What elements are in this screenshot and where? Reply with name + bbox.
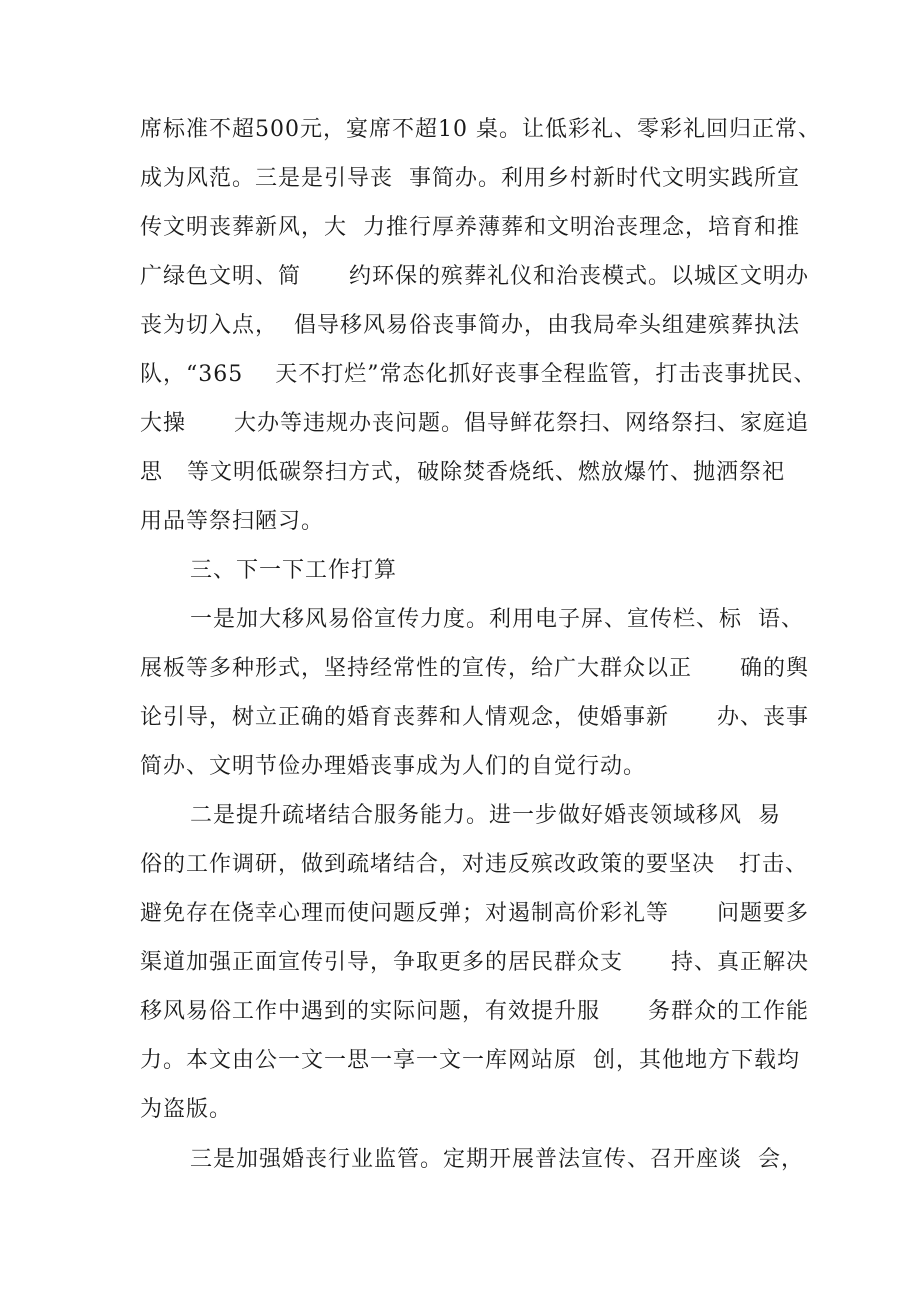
text-line: 移风易俗工作中遇到的实际问题，有效提升服 务群众的工作能 xyxy=(140,999,809,1024)
text-line: 三是加强婚丧行业监管。定期开展普法宣传、召开座谈 会， xyxy=(190,1147,804,1172)
text-line: 为盗版。 xyxy=(140,1097,233,1122)
text-line: 丧为切入点， 倡导移风易俗丧事简办，由我局牵头组建殡葬执法 xyxy=(140,313,800,338)
text-line: 论引导，树立正确的婚育丧葬和人情观念，使婚事新 办、丧事 xyxy=(140,705,809,730)
text-line: 避免存在侥幸心理而使问题反弹；对遏制高价彩礼等 问题要多 xyxy=(140,901,809,926)
text-line: 俗的工作调研，做到疏堵结合，对违反殡改政策的要坚决 打击、 xyxy=(140,852,808,877)
text-line: 大操 大办等违规办丧问题。倡导鲜花祭扫、网络祭扫、家庭追 xyxy=(140,411,809,436)
text-line: 广绿色文明、简 约环保的殡葬礼仪和治丧模式。以城区文明办 xyxy=(140,264,809,289)
text-line: 成为风范。三是是引导丧 事简办。利用乡村新时代文明实践所宣 xyxy=(140,166,800,191)
text-line: 一是加大移风易俗宣传力度。利用电子屏、宣传栏、标 语、 xyxy=(190,607,804,632)
text-line: 力。本文由公一文一思一享一文一库网站原 创，其他地方下载均 xyxy=(140,1048,800,1073)
text-line: 席标准不超500元，宴席不超10 桌。让低彩礼、零彩礼回归正常、 xyxy=(140,117,821,142)
text-line: 展板等多种形式，坚持经常性的宣传，给广大群众以正 确的舆 xyxy=(140,656,809,681)
text-line: 用品等祭扫陋习。 xyxy=(140,509,325,534)
section-heading: 三、下一下工作打算 xyxy=(190,558,398,583)
text-line: 简办、文明节俭办理婚丧事成为人们的自觉行动。 xyxy=(140,754,647,779)
text-line: 传文明丧葬新风，大 力推行厚养薄葬和文明治丧理念，培育和推 xyxy=(140,215,800,240)
text-line: 思 等文明低碳祭扫方式，破除焚香烧纸、燃放爆竹、抛洒祭祀 xyxy=(140,460,785,485)
text-line: 渠道加强正面宣传引导，争取更多的居民群众支 持、真正解决 xyxy=(140,950,809,975)
text-line: 二是提升疏堵结合服务能力。进一步做好婚丧领域移风 易 xyxy=(190,803,781,828)
text-line: 队，“365 天不打烂”常态化抓好丧事全程监管，打击丧事扰民、 xyxy=(140,362,817,387)
